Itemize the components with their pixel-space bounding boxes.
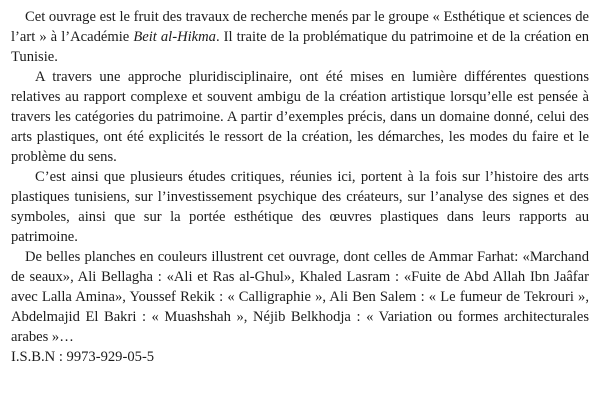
- paragraph-studies: C’est ainsi que plusieurs études critiques, réunies ici, portent à la fois sur l’histoire des arts plastiques tunisiens, sur l’investissement psychique des créateurs, sur l’analyse des signes et des symboles, ainsi que sur la portée esthétique des œuvres plastiques dans leurs rapports au patrimoine.: [11, 169, 589, 245]
- paragraph-intro-text-start: Cet ouvrage est le fruit des travaux de recherche menés par le groupe « Esthétique et sciences de l’art » à l’Académie: [11, 9, 589, 45]
- paragraph-plates: De belles planches en couleurs illustrent cet ouvrage, dont celles de Ammar Farhat: «Marchand de seaux», Ali Bellagha : «Ali et Ras al-Ghul», Khaled Lasram : «Fuite de Abd Allah Ibn Jaâfar avec Lalla Amina», Youssef Rekik : « Calligraphie », Ali Ben Salem : « Le fumeur de Tekrouri », Abdelmajid El Bakri : « Muashshah », Néjib Belkhodja : « Variation ou formes architecturales arabes »…: [11, 249, 589, 345]
- paragraph-intro: [11, 7, 589, 67]
- academy-name: Beit al-Hikma: [133, 29, 216, 45]
- paragraph-approach: A travers une approche pluridisciplinaire, ont été mises en lumière différentes questions relatives au rapport complexe et souvent ambigu de la création artistique lorsqu’elle est pensée à travers les catégories du patrimoine. A partir d’exemples précis, dans un domaine donné, celui des arts plastiques, ont été explicités le ressort de la création, les démarches, les modes du faire et le problème du sens.: [11, 69, 589, 165]
- paragraph-intro-text-end: . Il traite de la problématique du patrimoine et de la création en Tunisie.: [11, 29, 590, 65]
- isbn-line: I.S.B.N : 9973-929-05-5: [11, 349, 155, 365]
